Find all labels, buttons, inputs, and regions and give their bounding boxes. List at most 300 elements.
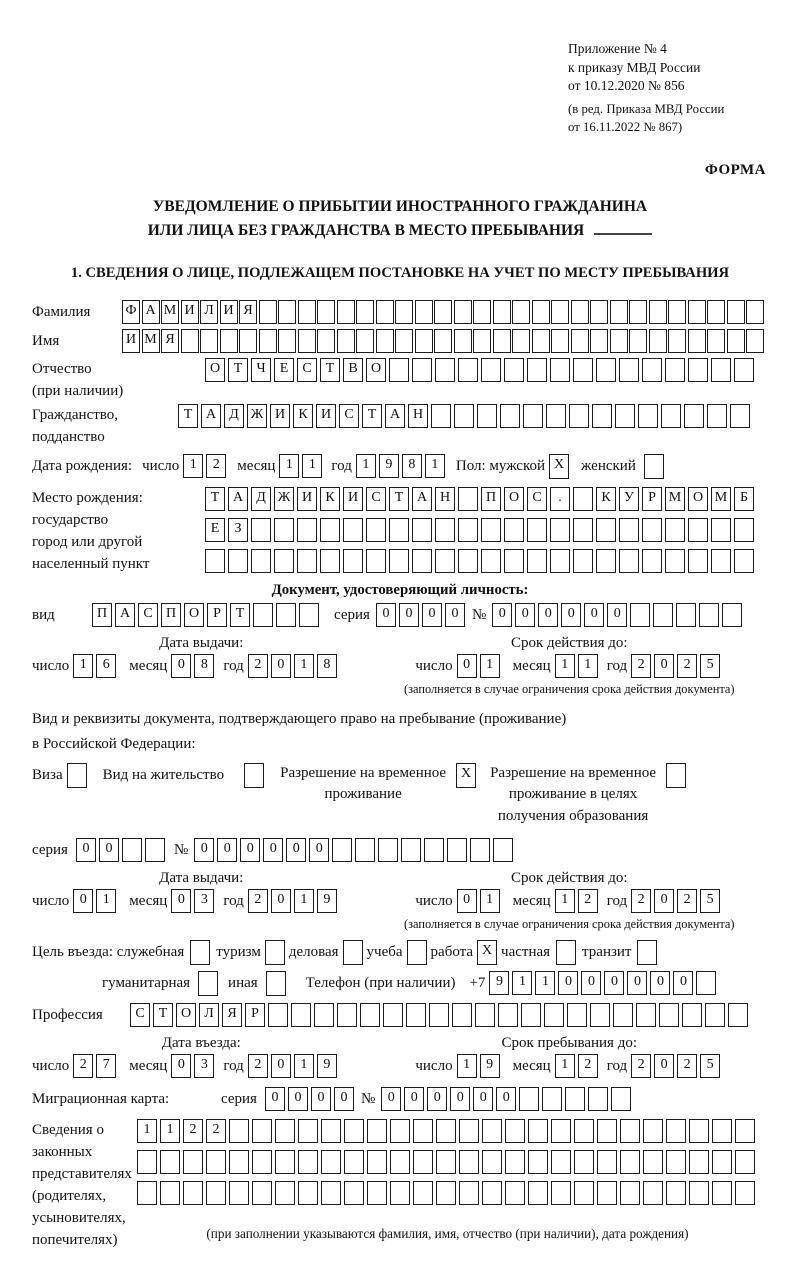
char-cell[interactable]: Ф [122, 300, 140, 324]
char-cell[interactable] [528, 1119, 548, 1143]
char-cell[interactable]: 0 [311, 1087, 331, 1111]
char-cell[interactable] [454, 329, 472, 353]
doc-valid-year-cells[interactable] [631, 654, 723, 678]
char-cell[interactable] [298, 1150, 318, 1174]
doc-issue-year-cells[interactable] [248, 654, 340, 678]
char-cell[interactable] [712, 1119, 732, 1143]
char-cell[interactable] [573, 487, 593, 511]
char-cell[interactable]: С [138, 603, 158, 627]
char-cell[interactable] [458, 518, 478, 542]
char-cell[interactable] [459, 1150, 479, 1174]
char-cell[interactable] [573, 358, 593, 382]
birth-place-cells-row1[interactable] [205, 487, 757, 511]
char-cell[interactable]: 0 [457, 654, 477, 678]
citizenship-cells[interactable] [178, 404, 753, 428]
char-cell[interactable] [551, 1150, 571, 1174]
char-cell[interactable] [619, 518, 639, 542]
char-cell[interactable]: С [527, 487, 547, 511]
char-cell[interactable] [160, 1150, 180, 1174]
char-cell[interactable]: 0 [171, 889, 191, 913]
char-cell[interactable]: Л [199, 1003, 219, 1027]
char-cell[interactable] [665, 518, 685, 542]
char-cell[interactable] [482, 1119, 502, 1143]
char-cell[interactable]: 0 [457, 889, 477, 913]
char-cell[interactable] [493, 300, 511, 324]
char-cell[interactable] [550, 549, 570, 573]
char-cell[interactable] [367, 1119, 387, 1143]
char-cell[interactable] [597, 1181, 617, 1205]
char-cell[interactable] [550, 358, 570, 382]
char-cell[interactable] [265, 940, 285, 965]
char-cell[interactable] [712, 1150, 732, 1174]
char-cell[interactable] [638, 404, 658, 428]
char-cell[interactable]: 0 [271, 654, 291, 678]
char-cell[interactable] [137, 1181, 157, 1205]
temp-residence-education-checkbox[interactable] [666, 763, 686, 788]
purpose-private-checkbox[interactable] [556, 940, 576, 965]
char-cell[interactable] [429, 1003, 449, 1027]
char-cell[interactable]: Б [734, 487, 754, 511]
char-cell[interactable] [500, 404, 520, 428]
char-cell[interactable]: Т [205, 487, 225, 511]
char-cell[interactable] [661, 404, 681, 428]
char-cell[interactable] [406, 1003, 426, 1027]
char-cell[interactable] [259, 300, 277, 324]
char-cell[interactable] [707, 300, 725, 324]
char-cell[interactable] [366, 518, 386, 542]
char-cell[interactable] [532, 300, 550, 324]
char-cell[interactable] [259, 329, 277, 353]
char-cell[interactable]: П [161, 603, 181, 627]
char-cell[interactable]: С [366, 487, 386, 511]
char-cell[interactable]: Л [200, 300, 218, 324]
char-cell[interactable] [728, 1003, 748, 1027]
char-cell[interactable] [588, 1087, 608, 1111]
char-cell[interactable]: П [481, 487, 501, 511]
char-cell[interactable] [317, 300, 335, 324]
char-cell[interactable]: 8 [194, 654, 214, 678]
char-cell[interactable] [711, 518, 731, 542]
char-cell[interactable]: 2 [631, 654, 651, 678]
char-cell[interactable] [597, 1119, 617, 1143]
char-cell[interactable]: У [619, 487, 639, 511]
visa-checkbox[interactable] [67, 763, 87, 788]
char-cell[interactable] [504, 358, 524, 382]
char-cell[interactable] [636, 1003, 656, 1027]
char-cell[interactable]: Т [230, 603, 250, 627]
purpose-official-checkbox[interactable] [190, 940, 210, 965]
char-cell[interactable]: 0 [240, 838, 260, 862]
representatives-cells-row2[interactable] [137, 1150, 758, 1174]
char-cell[interactable]: 1 [555, 1054, 575, 1078]
char-cell[interactable] [620, 1119, 640, 1143]
char-cell[interactable]: Т [362, 404, 382, 428]
char-cell[interactable]: 0 [309, 838, 329, 862]
char-cell[interactable] [482, 1150, 502, 1174]
char-cell[interactable]: 2 [631, 1054, 651, 1078]
char-cell[interactable]: Ж [274, 487, 294, 511]
char-cell[interactable] [317, 329, 335, 353]
char-cell[interactable]: 0 [381, 1087, 401, 1111]
char-cell[interactable] [298, 300, 316, 324]
char-cell[interactable]: 2 [206, 1119, 226, 1143]
char-cell[interactable] [415, 329, 433, 353]
char-cell[interactable] [251, 518, 271, 542]
char-cell[interactable] [711, 549, 731, 573]
char-cell[interactable] [477, 404, 497, 428]
char-cell[interactable] [643, 1119, 663, 1143]
char-cell[interactable]: 1 [294, 654, 314, 678]
char-cell[interactable]: О [504, 487, 524, 511]
char-cell[interactable] [665, 549, 685, 573]
char-cell[interactable] [389, 518, 409, 542]
char-cell[interactable] [275, 1119, 295, 1143]
char-cell[interactable] [735, 1181, 755, 1205]
char-cell[interactable] [528, 1150, 548, 1174]
doc-issue-month-cells[interactable] [171, 654, 217, 678]
mig-number-cells[interactable] [381, 1087, 634, 1111]
res-seriya-cells[interactable] [76, 838, 168, 862]
char-cell[interactable]: 8 [317, 654, 337, 678]
char-cell[interactable] [505, 1119, 525, 1143]
char-cell[interactable]: Т [178, 404, 198, 428]
char-cell[interactable] [320, 518, 340, 542]
char-cell[interactable] [519, 1087, 539, 1111]
char-cell[interactable] [689, 1181, 709, 1205]
char-cell[interactable] [730, 404, 750, 428]
birth-year-cells[interactable] [356, 454, 448, 478]
char-cell[interactable] [220, 329, 238, 353]
res-issue-year-cells[interactable] [248, 889, 340, 913]
char-cell[interactable] [653, 603, 673, 627]
char-cell[interactable] [389, 549, 409, 573]
char-cell[interactable] [684, 404, 704, 428]
char-cell[interactable]: 0 [604, 971, 624, 995]
mig-seriya-cells[interactable] [265, 1087, 357, 1111]
char-cell[interactable] [689, 1119, 709, 1143]
char-cell[interactable]: Д [251, 487, 271, 511]
char-cell[interactable] [291, 1003, 311, 1027]
char-cell[interactable] [574, 1181, 594, 1205]
char-cell[interactable] [206, 1150, 226, 1174]
char-cell[interactable]: 0 [286, 838, 306, 862]
char-cell[interactable] [551, 1119, 571, 1143]
char-cell[interactable]: 2 [248, 889, 268, 913]
char-cell[interactable]: И [181, 300, 199, 324]
char-cell[interactable] [367, 1150, 387, 1174]
char-cell[interactable] [137, 1150, 157, 1174]
char-cell[interactable] [251, 549, 271, 573]
char-cell[interactable]: А [385, 404, 405, 428]
char-cell[interactable] [711, 358, 731, 382]
profession-cells[interactable] [130, 1003, 751, 1027]
char-cell[interactable] [229, 1150, 249, 1174]
res-valid-year-cells[interactable] [631, 889, 723, 913]
char-cell[interactable]: 0 [427, 1087, 447, 1111]
char-cell[interactable]: 1 [294, 1054, 314, 1078]
char-cell[interactable]: 0 [99, 838, 119, 862]
char-cell[interactable]: 2 [677, 654, 697, 678]
char-cell[interactable] [183, 1150, 203, 1174]
char-cell[interactable] [528, 1181, 548, 1205]
char-cell[interactable] [390, 1181, 410, 1205]
char-cell[interactable] [666, 1119, 686, 1143]
char-cell[interactable] [643, 1150, 663, 1174]
char-cell[interactable] [551, 300, 569, 324]
char-cell[interactable] [642, 518, 662, 542]
char-cell[interactable] [344, 1119, 364, 1143]
char-cell[interactable] [436, 1150, 456, 1174]
char-cell[interactable] [727, 300, 745, 324]
char-cell[interactable] [707, 329, 725, 353]
char-cell[interactable] [321, 1181, 341, 1205]
char-cell[interactable] [544, 1003, 564, 1027]
char-cell[interactable] [699, 603, 719, 627]
char-cell[interactable]: 0 [496, 1087, 516, 1111]
char-cell[interactable] [252, 1119, 272, 1143]
char-cell[interactable]: А [142, 300, 160, 324]
char-cell[interactable] [527, 549, 547, 573]
birth-place-cells-row3[interactable] [205, 549, 757, 573]
char-cell[interactable] [573, 518, 593, 542]
char-cell[interactable]: Р [207, 603, 227, 627]
char-cell[interactable]: 1 [96, 889, 116, 913]
char-cell[interactable] [523, 404, 543, 428]
char-cell[interactable]: 0 [271, 889, 291, 913]
char-cell[interactable] [666, 763, 686, 788]
char-cell[interactable] [551, 329, 569, 353]
char-cell[interactable] [452, 1003, 472, 1027]
char-cell[interactable] [611, 1087, 631, 1111]
doc-issue-day-cells[interactable] [73, 654, 119, 678]
char-cell[interactable] [244, 763, 264, 788]
char-cell[interactable]: 0 [607, 603, 627, 627]
char-cell[interactable]: К [320, 487, 340, 511]
res-valid-month-cells[interactable] [555, 889, 601, 913]
char-cell[interactable] [200, 329, 218, 353]
char-cell[interactable] [412, 358, 432, 382]
char-cell[interactable]: О [176, 1003, 196, 1027]
purpose-transit-checkbox[interactable] [637, 940, 657, 965]
char-cell[interactable]: 9 [317, 889, 337, 913]
char-cell[interactable] [643, 1181, 663, 1205]
char-cell[interactable] [356, 329, 374, 353]
char-cell[interactable]: 0 [450, 1087, 470, 1111]
char-cell[interactable] [493, 329, 511, 353]
char-cell[interactable]: 5 [700, 889, 720, 913]
char-cell[interactable]: 3 [194, 1054, 214, 1078]
char-cell[interactable] [298, 1119, 318, 1143]
char-cell[interactable]: А [228, 487, 248, 511]
char-cell[interactable]: 6 [96, 654, 116, 678]
birth-place-cells-row2[interactable] [205, 518, 757, 542]
char-cell[interactable] [344, 1181, 364, 1205]
char-cell[interactable]: С [297, 358, 317, 382]
representatives-cells-row3[interactable] [137, 1181, 758, 1205]
char-cell[interactable] [682, 1003, 702, 1027]
char-cell[interactable] [181, 329, 199, 353]
representatives-cells-row1[interactable] [137, 1119, 758, 1143]
temp-residence-checkbox[interactable] [456, 763, 476, 788]
char-cell[interactable] [705, 1003, 725, 1027]
char-cell[interactable] [297, 549, 317, 573]
char-cell[interactable] [434, 329, 452, 353]
char-cell[interactable] [746, 329, 764, 353]
char-cell[interactable]: 0 [263, 838, 283, 862]
char-cell[interactable] [644, 454, 664, 479]
char-cell[interactable]: 0 [492, 603, 512, 627]
char-cell[interactable] [565, 1087, 585, 1111]
char-cell[interactable] [590, 329, 608, 353]
char-cell[interactable]: 1 [555, 654, 575, 678]
char-cell[interactable]: 1 [480, 654, 500, 678]
char-cell[interactable]: А [115, 603, 135, 627]
char-cell[interactable] [366, 549, 386, 573]
char-cell[interactable]: 0 [445, 603, 465, 627]
char-cell[interactable] [629, 329, 647, 353]
char-cell[interactable] [532, 329, 550, 353]
char-cell[interactable] [527, 358, 547, 382]
char-cell[interactable] [454, 404, 474, 428]
char-cell[interactable] [395, 329, 413, 353]
char-cell[interactable] [637, 940, 657, 965]
char-cell[interactable]: 0 [584, 603, 604, 627]
residence-permit-checkbox[interactable] [244, 763, 264, 788]
given-name-cells[interactable] [122, 329, 766, 353]
char-cell[interactable] [228, 549, 248, 573]
char-cell[interactable] [482, 1181, 502, 1205]
char-cell[interactable] [470, 838, 490, 862]
char-cell[interactable]: 0 [171, 1054, 191, 1078]
char-cell[interactable] [390, 1119, 410, 1143]
char-cell[interactable]: 0 [399, 603, 419, 627]
char-cell[interactable]: 0 [271, 1054, 291, 1078]
char-cell[interactable] [696, 971, 716, 995]
doc-type-cells[interactable] [92, 603, 322, 627]
char-cell[interactable]: 2 [248, 1054, 268, 1078]
char-cell[interactable]: Т [153, 1003, 173, 1027]
surname-cells[interactable] [122, 300, 766, 324]
char-cell[interactable] [413, 1119, 433, 1143]
char-cell[interactable] [493, 838, 513, 862]
char-cell[interactable] [734, 358, 754, 382]
char-cell[interactable]: Е [205, 518, 225, 542]
char-cell[interactable] [666, 1181, 686, 1205]
char-cell[interactable]: 7 [96, 1054, 116, 1078]
entry-day-cells[interactable] [73, 1054, 119, 1078]
char-cell[interactable] [734, 549, 754, 573]
char-cell[interactable]: Т [389, 487, 409, 511]
char-cell[interactable] [610, 300, 628, 324]
char-cell[interactable] [666, 1150, 686, 1174]
char-cell[interactable]: С [339, 404, 359, 428]
char-cell[interactable]: 0 [561, 603, 581, 627]
char-cell[interactable] [278, 329, 296, 353]
char-cell[interactable] [551, 1181, 571, 1205]
char-cell[interactable] [596, 358, 616, 382]
sex-male-checkbox[interactable] [549, 454, 569, 479]
char-cell[interactable] [668, 329, 686, 353]
char-cell[interactable]: 5 [700, 1054, 720, 1078]
char-cell[interactable] [569, 404, 589, 428]
char-cell[interactable] [253, 603, 273, 627]
char-cell[interactable]: 1 [279, 454, 299, 478]
char-cell[interactable] [435, 549, 455, 573]
char-cell[interactable] [274, 518, 294, 542]
char-cell[interactable] [676, 603, 696, 627]
char-cell[interactable]: А [201, 404, 221, 428]
char-cell[interactable] [337, 329, 355, 353]
char-cell[interactable] [239, 329, 257, 353]
char-cell[interactable] [556, 940, 576, 965]
char-cell[interactable]: В [343, 358, 363, 382]
char-cell[interactable]: П [92, 603, 112, 627]
purpose-tourism-checkbox[interactable] [265, 940, 285, 965]
char-cell[interactable] [252, 1150, 272, 1174]
char-cell[interactable]: 1 [137, 1119, 157, 1143]
char-cell[interactable]: 1 [535, 971, 555, 995]
char-cell[interactable] [746, 300, 764, 324]
char-cell[interactable] [314, 1003, 334, 1027]
char-cell[interactable]: Т [228, 358, 248, 382]
purpose-work-checkbox[interactable] [477, 940, 497, 965]
char-cell[interactable]: 0 [73, 889, 93, 913]
char-cell[interactable] [615, 404, 635, 428]
char-cell[interactable] [297, 518, 317, 542]
char-cell[interactable] [642, 358, 662, 382]
char-cell[interactable] [722, 603, 742, 627]
char-cell[interactable]: М [711, 487, 731, 511]
char-cell[interactable]: Е [274, 358, 294, 382]
char-cell[interactable]: 0 [473, 1087, 493, 1111]
char-cell[interactable]: 1 [480, 889, 500, 913]
char-cell[interactable] [734, 518, 754, 542]
char-cell[interactable] [613, 1003, 633, 1027]
char-cell[interactable] [434, 300, 452, 324]
purpose-business-checkbox[interactable] [343, 940, 363, 965]
char-cell[interactable]: 2 [73, 1054, 93, 1078]
char-cell[interactable]: 2 [578, 889, 598, 913]
char-cell[interactable] [378, 838, 398, 862]
char-cell[interactable] [321, 1150, 341, 1174]
char-cell[interactable]: М [665, 487, 685, 511]
char-cell[interactable]: 1 [160, 1119, 180, 1143]
char-cell[interactable]: Я [222, 1003, 242, 1027]
char-cell[interactable]: М [142, 329, 160, 353]
char-cell[interactable] [320, 549, 340, 573]
char-cell[interactable] [712, 1181, 732, 1205]
char-cell[interactable]: 0 [654, 889, 674, 913]
char-cell[interactable] [160, 1181, 180, 1205]
char-cell[interactable] [567, 1003, 587, 1027]
char-cell[interactable]: Р [642, 487, 662, 511]
char-cell[interactable]: О [205, 358, 225, 382]
stay-year-cells[interactable] [631, 1054, 723, 1078]
char-cell[interactable]: О [688, 487, 708, 511]
char-cell[interactable]: 1 [512, 971, 532, 995]
char-cell[interactable]: 0 [217, 838, 237, 862]
char-cell[interactable]: Я [239, 300, 257, 324]
char-cell[interactable] [596, 549, 616, 573]
char-cell[interactable] [458, 549, 478, 573]
char-cell[interactable] [688, 549, 708, 573]
char-cell[interactable] [356, 300, 374, 324]
char-cell[interactable] [596, 518, 616, 542]
doc-seriya-cells[interactable] [376, 603, 468, 627]
patronymic-cells[interactable] [205, 358, 757, 382]
char-cell[interactable] [574, 1119, 594, 1143]
entry-year-cells[interactable] [248, 1054, 340, 1078]
